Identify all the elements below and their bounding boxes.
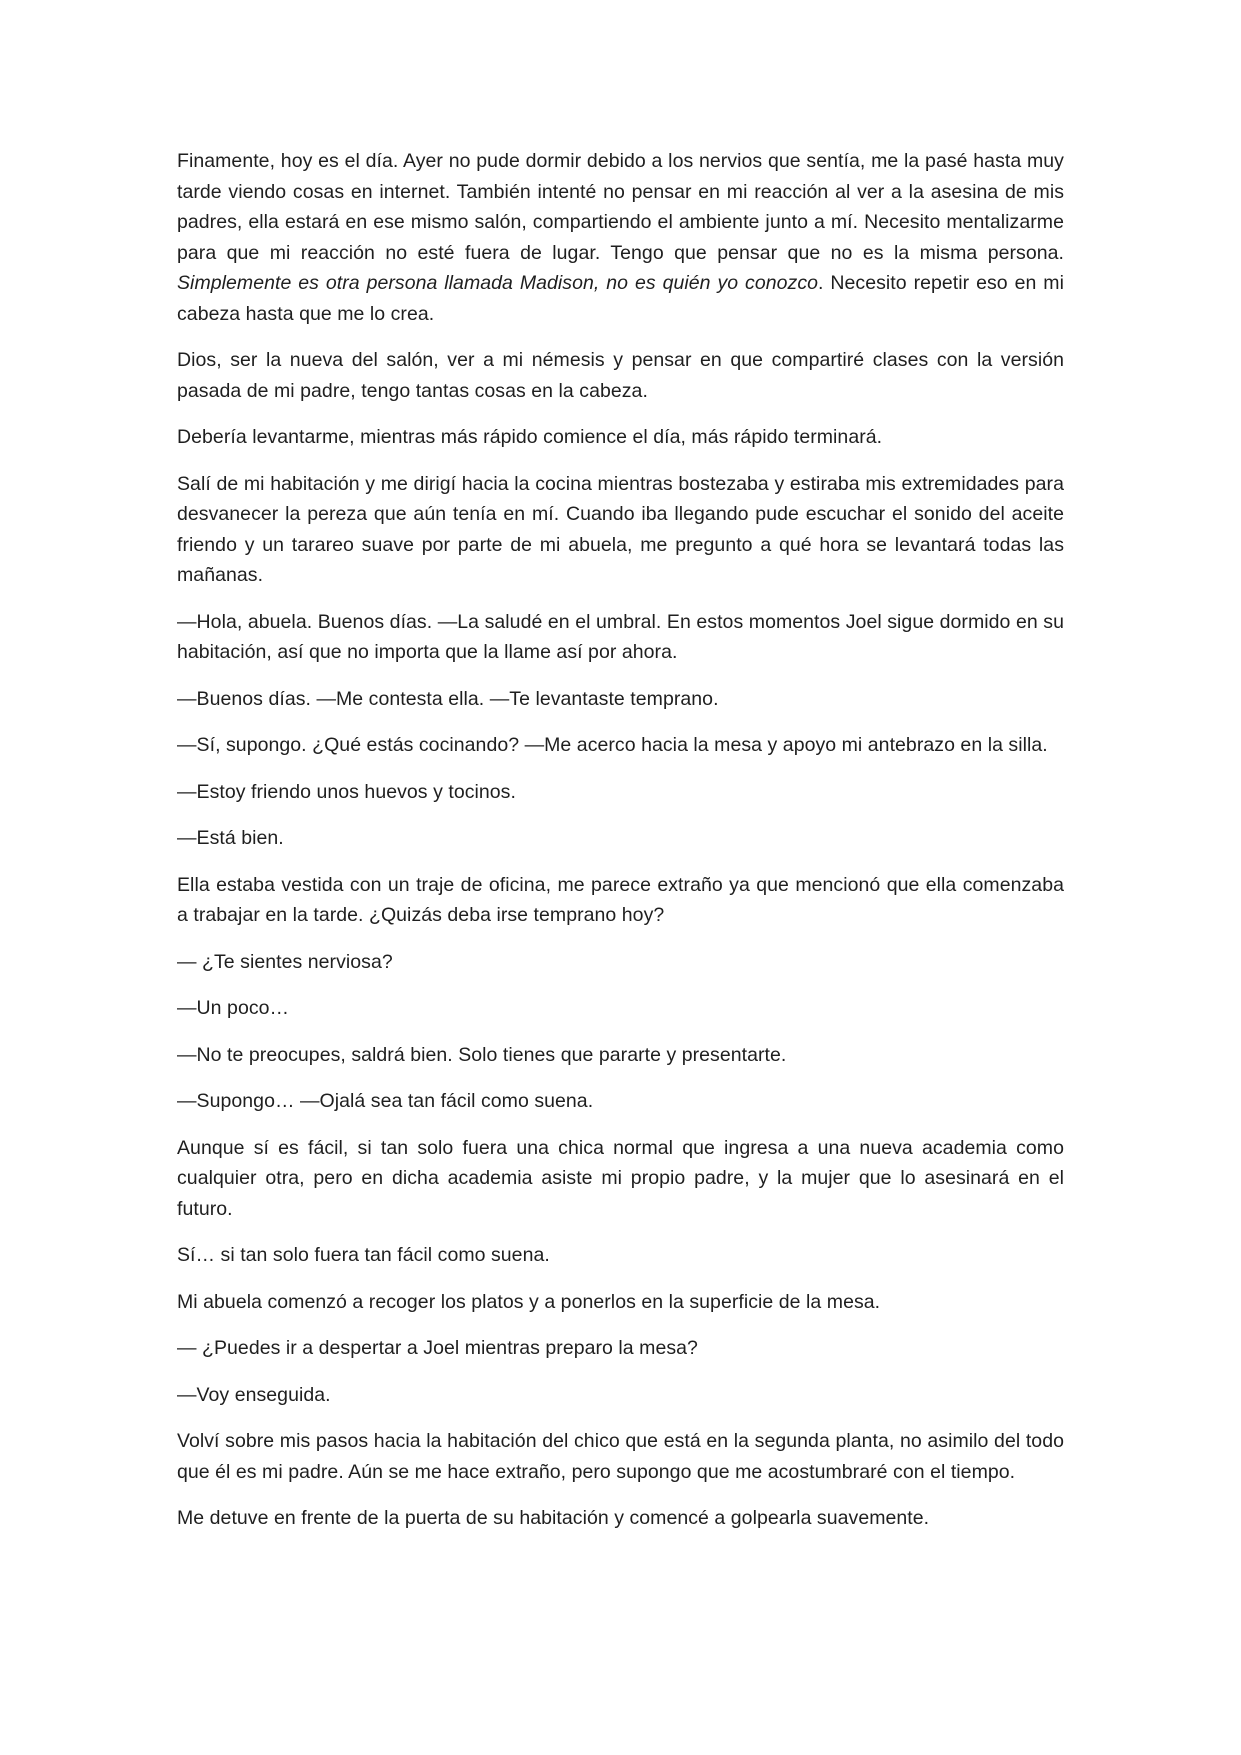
paragraph-17: Mi abuela comenzó a recoger los platos y a ponerlos en la superficie de la mesa. [177,1290,881,1313]
paragraph-2: Dios, ser la nueva del salón, ver a mi némesis y pensar en que compartiré clases con la versión pasada de mi padre, tengo tantas cosas en la cabeza. [177,349,1064,402]
paragraph-10: Ella estaba vestida con un traje de oficina, me parece extraño ya que mencionó que ella comenzaba a trabajar en la tarde. ¿Quizás deba irse temprano hoy? [177,873,1064,926]
paragraph-18: — ¿Puedes ir a despertar a Joel mientras preparo la mesa? [177,1337,698,1359]
paragraph-4: Salí de mi habitación y me dirigí hacia la cocina mientras bostezaba y estiraba mis extremidades para desvanecer la pereza que aún tenía en mí. Cuando iba llegando pude escuchar el sonido del aceite friendo y un tarareo suave por parte de mi abuela, me pregunto a qué hora se levantará todas las mañanas. [177,472,1064,586]
paragraph-13: —No te preocupes, saldrá bien. Solo tienes que pararte y presentarte. [177,1043,787,1066]
body-text [177,146,1064,1550]
paragraph-1-part-1: Finamente, hoy es el día. Ayer no pude dormir debido a los nervios que sentía, me la pasé hasta muy tarde viendo cosas en internet. También intenté no pensar en mi reacción al ver a la asesina de mis padres, ella estará en ese mismo salón, compartiendo el ambiente junto a mí. Necesito mentalizarme para que mi reacción no esté fuera de lugar. Tengo que pensar que no es la misma persona. [177,150,1064,264]
paragraph-5: —Hola, abuela. Buenos días. —La saludé en el umbral. En estos momentos Joel sigue dormido en su habitación, así que no importa que la llame así por ahora. [177,610,1064,663]
paragraph-11: — ¿Te sientes nerviosa? [177,950,393,973]
paragraph-14: —Supongo… —Ojalá sea tan fácil como suena. [177,1090,594,1112]
paragraph-1-italic-thought: Simplemente es otra persona llamada Madison, no es quién yo conozco [177,272,819,294]
paragraph-1 [177,146,1064,329]
paragraph-12: —Un poco… [177,997,290,1019]
paragraph-6: —Buenos días. —Me contesta ella. —Te levantaste temprano. [177,687,719,710]
paragraph-19: —Voy enseguida. [177,1383,331,1406]
paragraph-1-part-3: . Necesito repetir eso en mi cabeza hasta que me lo crea. [177,272,1064,325]
paragraph-3: Debería levantarme, mientras más rápido comience el día, más rápido terminará. [177,426,883,448]
paragraph-8: —Estoy friendo unos huevos y tocinos. [177,780,516,803]
paragraph-7: —Sí, supongo. ¿Qué estás cocinando? —Me acerco hacia la mesa y apoyo mi antebrazo en la silla. [177,734,1048,756]
paragraph-20: Volví sobre mis pasos hacia la habitación del chico que está en la segunda planta, no asimilo del todo que él es mi padre. Aún se me hace extraño, pero supongo que me acostumbraré con el tiempo. [177,1430,1064,1483]
paragraph-16: Sí… si tan solo fuera tan fácil como suena. [177,1244,550,1266]
paragraph-9: —Está bien. [177,827,284,849]
paragraph-21: Me detuve en frente de la puerta de su habitación y comencé a golpearla suavemente. [177,1507,930,1529]
paragraph-15: Aunque sí es fácil, si tan solo fuera una chica normal que ingresa a una nueva academia como cualquier otra, pero en dicha academia asiste mi propio padre, y la mujer que lo asesinará en el futuro. [177,1136,1064,1220]
